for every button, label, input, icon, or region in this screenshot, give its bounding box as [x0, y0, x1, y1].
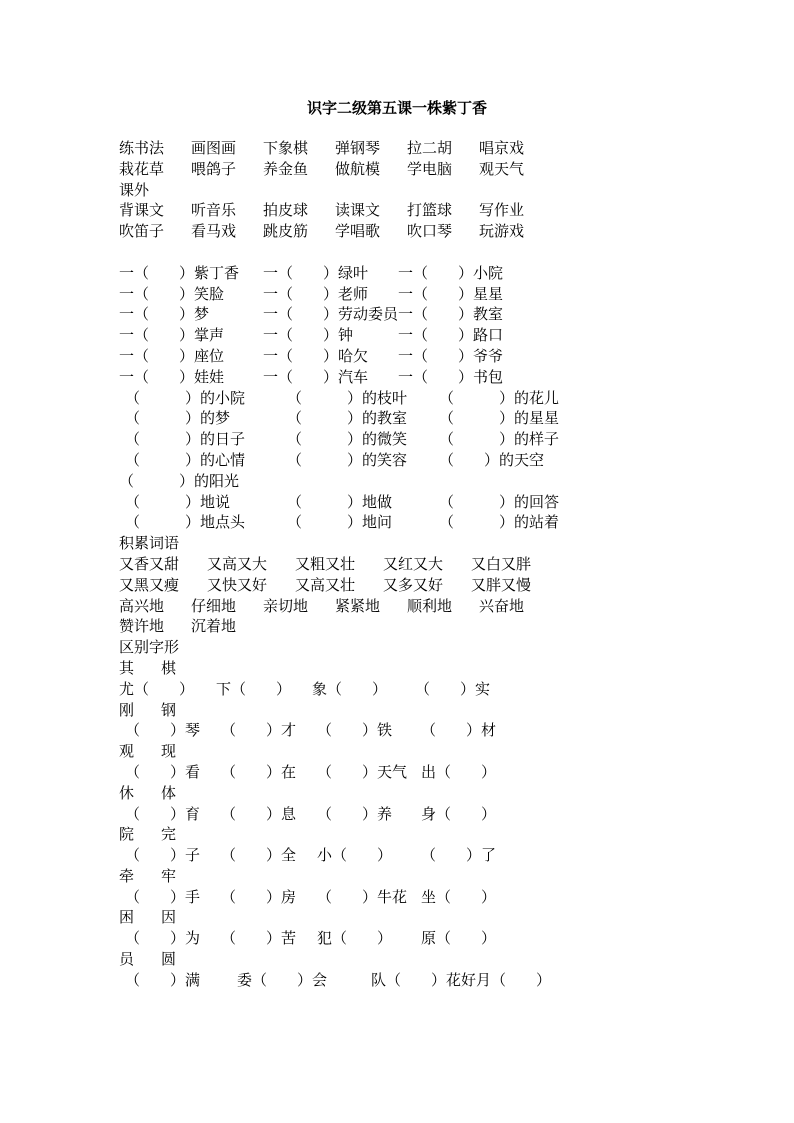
line-segment: 拍皮球: [263, 201, 309, 220]
line-segment: 高兴地: [119, 596, 165, 615]
line-segment: 看马戏: [191, 222, 237, 241]
text-line: [119, 200, 779, 221]
line-segment: （ ）的笑容: [287, 450, 408, 469]
line-segment: （ ）的样子: [439, 430, 560, 449]
line-segment: （ ）天气: [317, 762, 408, 781]
line-segment: 一（ ）劳动委员: [263, 305, 399, 324]
line-segment: 圆: [161, 950, 177, 969]
page-title: 识字二级第五课一株紫丁香: [306, 99, 487, 117]
line-segment: 牵: [119, 866, 135, 885]
line-segment: 打篮球: [407, 201, 453, 220]
line-segment: 画图画: [191, 139, 237, 157]
line-segment: （ ）苦: [221, 929, 297, 948]
text-line: [119, 138, 779, 159]
line-segment: （ ）的小院: [125, 388, 246, 407]
line-segment: 一（ ）老师: [263, 284, 369, 303]
line-segment: 一（ ）爷爷: [398, 346, 504, 365]
text-line: [119, 388, 779, 409]
line-segment: 兴奋地: [479, 596, 525, 615]
line-segment: （ ）琴: [125, 721, 201, 740]
line-segment: 尤（ ）: [119, 679, 195, 698]
line-segment: 体: [161, 783, 177, 802]
line-segment: 一（ ）娃娃: [119, 367, 225, 386]
line-segment: 又多又好: [383, 575, 444, 594]
text-line: [119, 866, 779, 887]
line-segment: （ ）的站着: [439, 513, 560, 532]
line-segment: 写作业: [479, 201, 525, 220]
line-segment: 又高又壮: [295, 575, 356, 594]
text-line: [119, 284, 779, 305]
line-segment: 一（ ）哈欠: [263, 346, 369, 365]
line-segment: 出（ ）: [421, 762, 497, 781]
line-segment: 喂鸽子: [191, 159, 237, 178]
line-segment: 听音乐: [191, 201, 237, 220]
line-segment: 课外: [119, 180, 150, 199]
text-line: [119, 304, 779, 325]
text-line: [119, 429, 779, 450]
line-segment: 一（ ）教室: [398, 305, 504, 324]
text-line: [119, 471, 779, 492]
line-segment: （ ）的心情: [125, 450, 246, 469]
line-segment: 完: [161, 825, 177, 844]
line-segment: （ ）的回答: [439, 492, 560, 511]
line-segment: 因: [161, 908, 177, 927]
line-segment: 困: [119, 908, 135, 927]
line-segment: 仔细地: [191, 596, 237, 615]
text-line: [119, 533, 779, 554]
line-segment: 唱京戏: [479, 139, 525, 157]
line-segment: （ ）手: [125, 887, 201, 906]
line-segment: 又红又大: [383, 554, 444, 573]
line-segment: 区别字形: [119, 638, 180, 657]
line-segment: 练书法: [119, 139, 165, 157]
line-segment: （ ）地做: [287, 492, 393, 511]
line-segment: 一（ ）紫丁香: [119, 263, 240, 282]
line-segment: （ ）房: [221, 887, 297, 906]
line-segment: 原（ ）: [421, 929, 497, 948]
line-segment: 一（ ）笑脸: [119, 284, 225, 303]
text-line: [119, 346, 779, 367]
text-line: [119, 180, 779, 201]
line-segment: 又高又大: [207, 554, 268, 573]
text-line: [119, 242, 779, 263]
text-line: [119, 949, 779, 970]
line-segment: 下象棋: [263, 139, 309, 157]
line-segment: 观: [119, 742, 135, 761]
line-segment: （ ）才: [221, 721, 297, 740]
text-line: [119, 824, 779, 845]
line-segment: （ ）的枝叶: [287, 388, 408, 407]
line-segment: 沉着地: [191, 617, 237, 636]
text-line: [119, 720, 779, 741]
text-line: [119, 783, 779, 804]
line-segment: 玩游戏: [479, 222, 525, 241]
line-segment: 身（ ）: [421, 804, 497, 823]
line-segment: 下（ ）: [216, 679, 292, 698]
line-segment: （ ）了: [421, 846, 497, 865]
line-segment: （ ）地点头: [125, 513, 246, 532]
line-segment: （ ）全: [221, 846, 297, 865]
line-segment: 象（ ）: [312, 679, 388, 698]
line-segment: 休: [119, 783, 135, 802]
line-segment: （ ）地问: [287, 513, 393, 532]
worksheet-lines: [119, 138, 779, 991]
line-segment: 跳皮筋: [263, 222, 309, 241]
text-line: [119, 554, 779, 575]
line-segment: 紧紧地: [335, 596, 381, 615]
line-segment: 钢: [161, 700, 177, 719]
line-segment: （ ）的微笑: [287, 430, 408, 449]
line-segment: 又粗又壮: [295, 554, 356, 573]
line-segment: 学电脑: [407, 159, 453, 178]
line-segment: 又胖又慢: [471, 575, 532, 594]
text-line: [119, 741, 779, 762]
line-segment: （ ）的梦: [125, 409, 231, 428]
line-segment: （ ）的阳光: [119, 471, 240, 490]
line-segment: （ ）养: [317, 804, 393, 823]
text-line: [119, 679, 779, 700]
line-segment: （ ）实: [415, 679, 491, 698]
text-line: [119, 408, 779, 429]
line-segment: 一（ ）小院: [398, 263, 504, 282]
line-segment: （ ）的天空: [439, 450, 545, 469]
line-segment: （ ）子: [125, 846, 201, 865]
line-segment: 棋: [161, 658, 177, 677]
line-segment: 吹口琴: [407, 222, 453, 241]
line-segment: （ ）为: [125, 929, 201, 948]
line-segment: 员: [119, 950, 135, 969]
line-segment: 学唱歌: [335, 222, 381, 241]
line-segment: 委（ ）会: [237, 970, 328, 989]
line-segment: 弹钢琴: [335, 139, 381, 157]
line-segment: 背课文: [119, 201, 165, 220]
line-segment: （ ）铁: [317, 721, 393, 740]
line-segment: 栽花草: [119, 159, 165, 178]
line-segment: （ ）在: [221, 762, 297, 781]
line-segment: （ ）看: [125, 762, 201, 781]
line-segment: 顺利地: [407, 596, 453, 615]
text-line: [119, 325, 779, 346]
line-segment: 又香又甜: [119, 554, 180, 573]
line-segment: 院: [119, 825, 135, 844]
line-segment: 一（ ）星星: [398, 284, 504, 303]
line-segment: （ ）牛花: [317, 887, 408, 906]
line-segment: 其: [119, 658, 135, 677]
line-segment: 现: [161, 742, 177, 761]
line-segment: （ ）的花儿: [439, 388, 560, 407]
line-segment: 又快又好: [207, 575, 268, 594]
line-segment: 一（ ）掌声: [119, 326, 225, 345]
line-segment: 犯（ ）: [317, 929, 393, 948]
text-line: [119, 970, 779, 991]
line-segment: 又黑又瘦: [119, 575, 180, 594]
text-line: [119, 159, 779, 180]
line-segment: （ ）材: [421, 721, 497, 740]
text-line: [119, 616, 779, 637]
line-segment: 一（ ）钟: [263, 326, 354, 345]
text-line: [119, 700, 779, 721]
line-segment: 亲切地: [263, 596, 309, 615]
line-segment: （ ）地说: [125, 492, 231, 511]
text-line: [119, 762, 779, 783]
text-line: [119, 367, 779, 388]
text-line: [119, 450, 779, 471]
text-line: [119, 596, 779, 617]
text-line: [119, 658, 779, 679]
text-line: [119, 512, 779, 533]
line-segment: 做航模: [335, 159, 381, 178]
line-segment: （ ）息: [221, 804, 297, 823]
line-segment: 养金鱼: [263, 159, 309, 178]
line-segment: 积累词语: [119, 534, 180, 553]
line-segment: （ ）的星星: [439, 409, 560, 428]
text-line: [119, 637, 779, 658]
line-segment: 坐（ ）: [421, 887, 497, 906]
line-segment: 又白又胖: [471, 554, 532, 573]
text-line: [119, 928, 779, 949]
line-segment: 赞许地: [119, 617, 165, 636]
line-segment: 读课文: [335, 201, 381, 220]
line-segment: 一（ ）梦: [119, 305, 210, 324]
line-segment: 队（ ）花好月（ ）: [371, 970, 552, 989]
text-line: [119, 804, 779, 825]
line-segment: 拉二胡: [407, 139, 453, 157]
line-segment: 观天气: [479, 159, 525, 178]
text-line: [119, 221, 779, 242]
line-segment: 吹笛子: [119, 222, 165, 241]
line-segment: （ ）的教室: [287, 409, 408, 428]
text-line: [119, 845, 779, 866]
text-line: [119, 887, 779, 908]
line-segment: （ ）的日子: [125, 430, 246, 449]
text-line: [119, 575, 779, 596]
line-segment: 刚: [119, 700, 135, 719]
line-segment: 一（ ）路口: [398, 326, 504, 345]
line-segment: 小（ ）: [317, 846, 393, 865]
line-segment: 牢: [161, 866, 177, 885]
line-segment: （ ）满: [125, 970, 201, 989]
line-segment: （ ）育: [125, 804, 201, 823]
line-segment: 一（ ）汽车: [263, 367, 369, 386]
text-line: [119, 263, 779, 284]
line-segment: 一（ ）绿叶: [263, 263, 369, 282]
text-line: [119, 492, 779, 513]
text-line: [119, 907, 779, 928]
line-segment: 一（ ）书包: [398, 367, 504, 386]
line-segment: 一（ ）座位: [119, 346, 225, 365]
